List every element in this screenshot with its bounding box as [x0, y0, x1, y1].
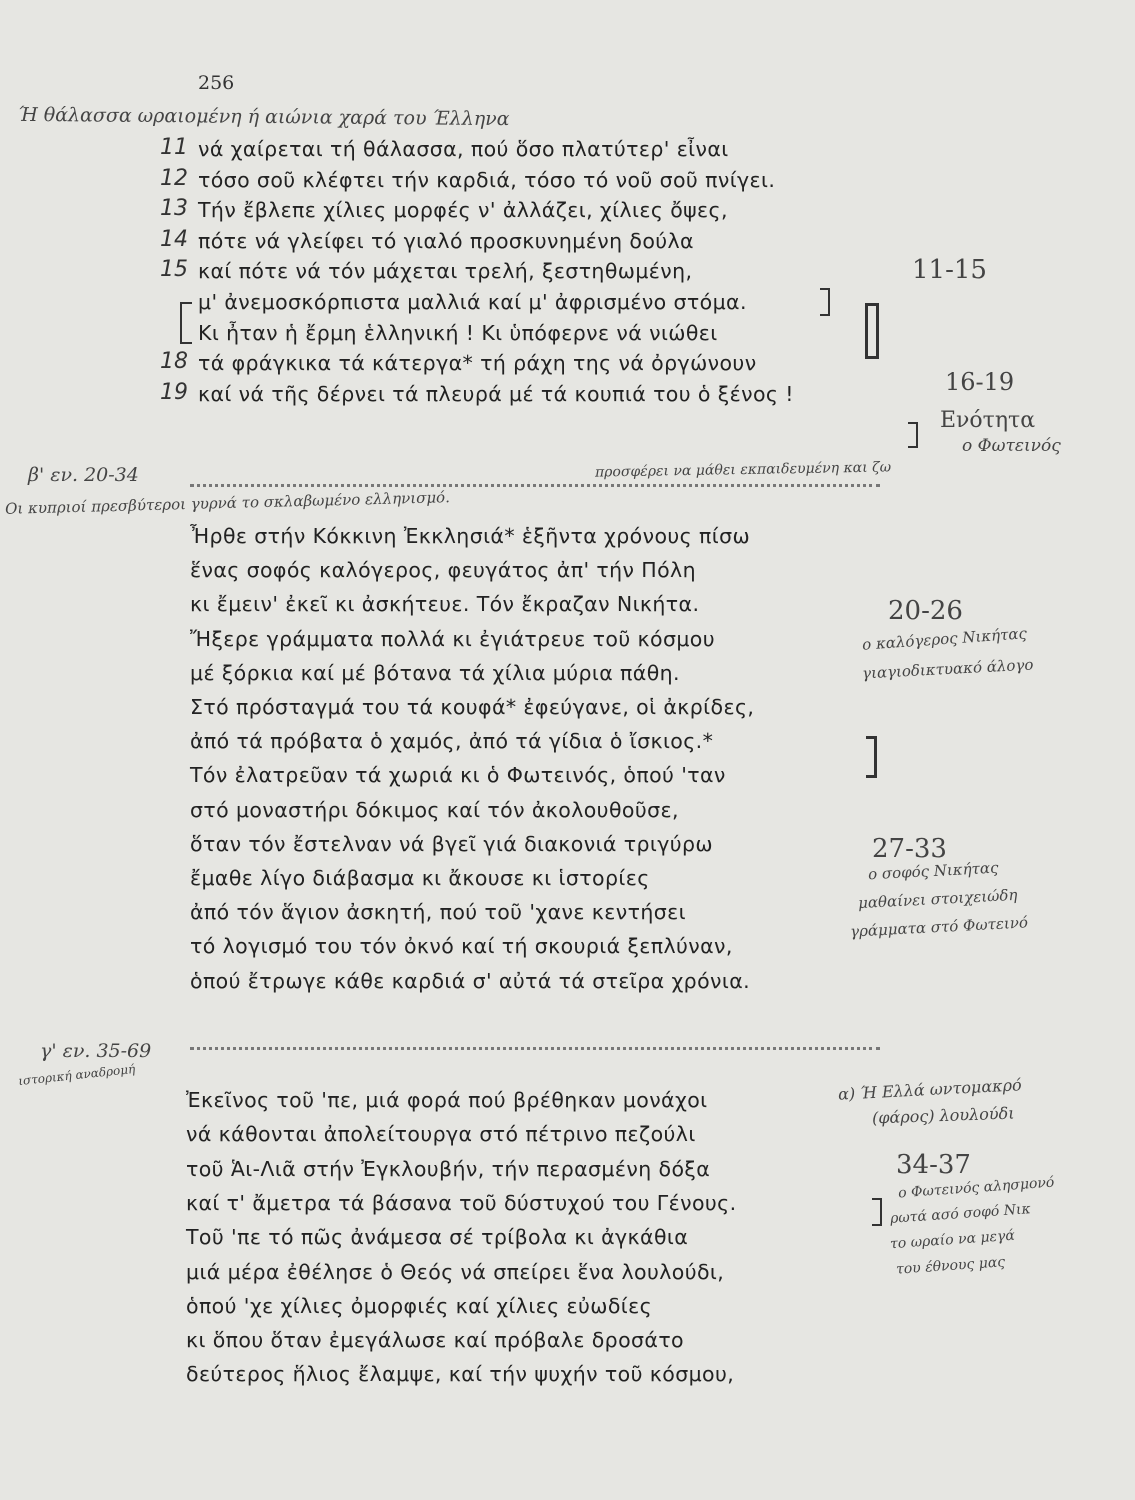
line-range-note: 27-33	[872, 834, 947, 864]
section-description-note: ιστορική αναδρομή	[17, 1061, 136, 1089]
line-number: 13	[160, 196, 188, 222]
verse-line: ἕνας σοφός καλόγερος, φευγάτος ἀπ' τήν Πόλη	[190, 558, 696, 583]
verse-line: ὁπού ἔτρωγε κάθε καρδιά σ' αὐτά τά στεῖρα χρόνια.	[190, 968, 751, 993]
right-bracket	[820, 288, 830, 316]
right-bracket	[908, 422, 918, 448]
verse-line: μέ ξόρκια καί μέ βότανα τά χίλια μύρια πάθη.	[190, 660, 680, 685]
margin-note: ο καλόγερος Νικήτας	[861, 624, 1028, 654]
verse-line: Τήν ἔβλεπε χίλιες μορφές ν' ἀλλάζει, χίλιες ὄψες,	[198, 198, 728, 223]
right-bracket	[866, 736, 877, 778]
line-number: 14	[160, 226, 188, 252]
verse-line: Τοῦ 'πε τό πῶς ἀνάμεσα σέ τρίβολα κι ἀγκάθια	[186, 1225, 689, 1250]
margin-note: Ενότητα	[940, 408, 1036, 433]
verse-line: κι ἔμειν' ἐκεῖ κι ἀσκήτευε. Τόν ἔκραζαν Νικήτα.	[190, 592, 700, 617]
verse-line: πότε νά γλείφει τό γιαλό προσκυνημένη δούλα	[198, 228, 694, 253]
section-label: γ' εν. 35-69	[40, 1040, 152, 1062]
verse-line: δεύτερος ἥλιος ἔλαμψε, καί τήν ψυχήν τοῦ κόσμου,	[186, 1362, 735, 1387]
line-number: 19	[160, 379, 188, 405]
header-handwritten-note: Ή θάλασσα ωραιομένη ή αιώνια χαρά του Έλληνα	[17, 103, 510, 131]
line-range-note: 16-19	[945, 368, 1015, 396]
margin-note: το ωραίο να μεγά	[889, 1227, 1016, 1253]
verse-line: τό λογισμό του τόν ὀκνό καί τή σκουριά ξεπλύναν,	[190, 934, 733, 959]
verse-line: Ἤξερε γράμματα πολλά κι ἐγιάτρευε τοῦ κόσμου	[190, 626, 715, 651]
verse-line: μιά μέρα ἐθέλησε ὁ Θεός νά σπείρει ἕνα λουλούδι,	[186, 1259, 725, 1284]
line-number: 11	[160, 135, 188, 160]
margin-note: μαθαίνει στοιχειώδη	[857, 885, 1018, 913]
verse-line: νά κάθονται ἀπολείτουργα στό πέτρινο πεζούλι	[186, 1122, 696, 1147]
margin-note: ο σοφός Νικήτας	[867, 858, 999, 884]
dotted-divider	[190, 1047, 880, 1050]
line-range-note: 11-15	[912, 255, 987, 285]
margin-note: ο Φωτεινός	[962, 436, 1061, 456]
margin-note: (φάρος) λουλούδι	[871, 1103, 1015, 1128]
verse-line: Τόν ἐλατρεῦαν τά χωριά κι ὁ Φωτεινός, ὁπού 'ταν	[190, 763, 726, 788]
margin-note: ρωτά ασό σοφό Νικ	[889, 1201, 1032, 1227]
verse-line: ἀπό τά πρόβατα ὁ χαμός, ἀπό τά γίδια ὁ ἴσκιος.*	[190, 729, 714, 754]
line-number: 15	[160, 257, 188, 283]
page-number: 256	[198, 72, 235, 94]
verse-line: μ' ἀνεμοσκόρπιστα μαλλιά καί μ' ἀφρισμένο στόμα.	[198, 290, 747, 314]
verse-line: τόσο σοῦ κλέφτει τήν καρδιά, τόσο τό νοῦ σοῦ πνίγει.	[198, 167, 776, 192]
verse-line: τοῦ Ἁι-Λιᾶ στήν Ἐγκλουβήν, τήν περασμένη δόξα	[186, 1156, 711, 1181]
line-number: 18	[160, 349, 188, 375]
line-number: 12	[160, 165, 188, 191]
margin-note: του έθνους μας	[895, 1254, 1006, 1278]
verse-line: καί πότε νά τόν μάχεται τρελή, ξεστηθωμένη,	[198, 259, 693, 284]
verse-line: νά χαίρεται τή θάλασσα, πού ὅσο πλατύτερ' εἶναι	[198, 137, 729, 161]
line-range-note: 34-37	[896, 1150, 971, 1180]
verse-line: Ἦρθε στήν Κόκκινη Ἐκκλησιά* ἑξῆντα χρόνους πίσω	[190, 524, 751, 548]
verse-line: στό μοναστήρι δόκιμος καί τόν ἀκολουθοῦσε,	[190, 797, 679, 822]
verse-line: Ἐκεῖνος τοῦ 'πε, μιά φορά πού βρέθηκαν μονάχοι	[186, 1088, 708, 1112]
bracket-mark	[865, 303, 879, 359]
verse-line: καί νά τῆς δέρνει τά πλευρά μέ τά κουπιά του ὁ ξένος !	[198, 381, 794, 406]
verse-line: τά φράγκικα τά κάτεργα* τή ράχη της νά ὀργώνουν	[198, 351, 757, 376]
margin-note: α) Ή Ελλά ωντομακρό	[837, 1075, 1023, 1104]
line-range-note: 20-26	[888, 596, 963, 626]
section-description-note: Οι κυπριοί πρεσβύτεροι γυρνά το σκλαβωμένο ελληνισμό.	[4, 488, 451, 518]
verse-line: Στό πρόσταγμά του τά κουφά* ἐφεύγανε, οἱ ἀκρίδες,	[190, 695, 755, 719]
section-label: β' εν. 20-34	[28, 464, 139, 486]
verse-line: καί τ' ἄμετρα τά βάσανα τοῦ δύστυχού του Γένους.	[186, 1190, 737, 1215]
verse-line: ὁπού 'χε χίλιες ὀμορφιές καί χίλιες εὐωδίες	[186, 1293, 653, 1318]
margin-note: γιαγιοδικτυακό άλογο	[861, 655, 1034, 683]
verse-line: ἀπό τόν ἅγιον ἀσκητή, πού τοῦ 'χανε κεντήσει	[190, 900, 686, 925]
margin-note: γράμματα στό Φωτεινό	[849, 913, 1029, 941]
margin-note: προσφέρει να μάθει εκπαιδευμένη και ζω	[594, 459, 892, 481]
verse-line: Κι ἦταν ἡ ἔρμη ἑλληνική ! Κι ὑπόφερνε νά νιώθει	[198, 320, 718, 345]
right-bracket	[872, 1198, 882, 1226]
verse-line: κι ὅπου ὅταν ἐμεγάλωσε καί πρόβαλε δροσάτο	[186, 1328, 684, 1353]
left-bracket	[180, 302, 192, 344]
margin-note: ο Φωτεινός αλησμονό	[897, 1174, 1055, 1202]
verse-line: ὅταν τόν ἔστελναν νά βγεῖ γιά διακονιά τριγύρω	[190, 831, 714, 856]
dotted-divider	[190, 484, 880, 487]
verse-line: ἔμαθε λίγο διάβασμα κι ἄκουσε κι ἱστορίες	[190, 866, 650, 890]
